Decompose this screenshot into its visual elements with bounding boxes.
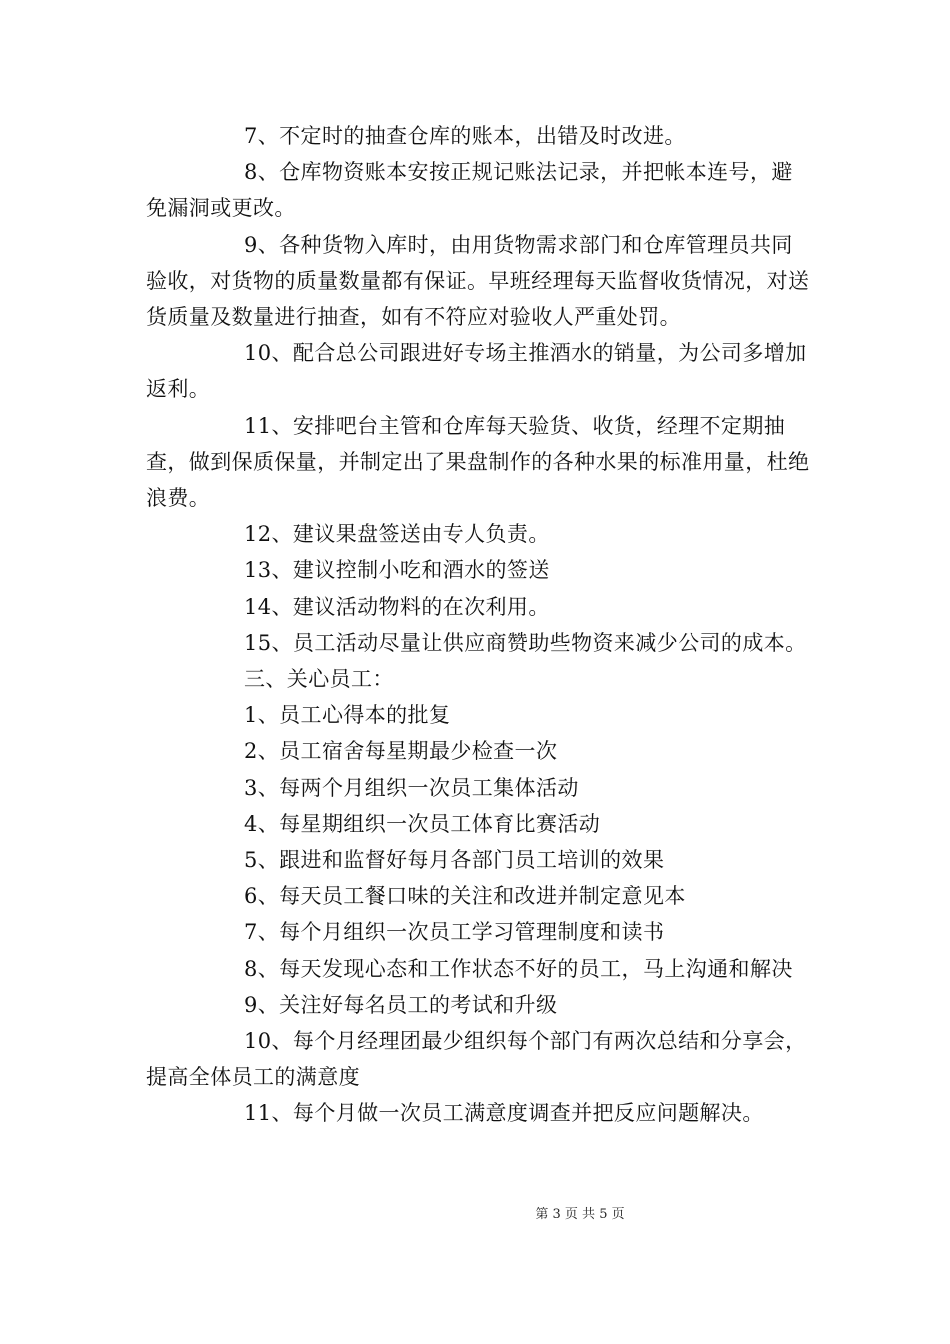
- staff-item-10: 10、每个月经理团最少组织每个部门有两次总结和分享会，提高全体员工的满意度: [146, 1029, 807, 1090]
- paragraph-item-13: 13、建议控制小吃和酒水的签送: [244, 558, 550, 583]
- staff-item-5: 5、跟进和监督好每月各部门员工培训的效果: [244, 848, 665, 873]
- staff-item-7: 7、每个月组织一次员工学习管理制度和读书: [244, 920, 665, 945]
- page-number-footer: 第 3 页 共 5 页: [535, 1207, 625, 1222]
- document-body: [146, 118, 814, 1132]
- staff-item-2: 2、员工宿舍每星期最少检查一次: [244, 739, 558, 764]
- paragraph-item-12: 12、建议果盘签送由专人负责。: [244, 522, 550, 547]
- staff-item-8: 8、每天发现心态和工作状态不好的员工，马上沟通和解决: [244, 956, 793, 981]
- staff-item-4: 4、每星期组织一次员工体育比赛活动: [244, 811, 601, 836]
- paragraph-item-8: 8、仓库物资账本安按正规记账法记录，并把帐本连号，避免漏洞或更改。: [146, 160, 793, 221]
- section-heading-care-staff: 三、关心员工：: [244, 667, 394, 692]
- paragraph-item-11: 11、安排吧台主管和仓库每天验货、收货，经理不定期抽查，做到保质保量，并制定出了果盘制作的各种水果的标准用量，杜绝浪费。: [146, 413, 810, 511]
- staff-item-1: 1、员工心得本的批复: [244, 703, 451, 728]
- paragraph-item-10: 10、配合总公司跟进好专场主推酒水的销量，为公司多增加返利。: [146, 341, 807, 402]
- staff-item-3: 3、每两个月组织一次员工集体活动: [244, 775, 579, 800]
- paragraph-item-14: 14、建议活动物料的在次利用。: [244, 594, 550, 619]
- paragraph-item-15: 15、员工活动尽量让供应商赞助些物资来减少公司的成本。: [244, 630, 807, 655]
- paragraph-item-9: 9、各种货物入库时，由用货物需求部门和仓库管理员共同验收，对货物的质量数量都有保证。早班经理每天监督收货情况，对送货质量及数量进行抽查，如有不符应对验收人严重处罚。: [146, 232, 810, 330]
- staff-item-11: 11、每个月做一次员工满意度调查并把反应问题解决。: [244, 1101, 764, 1126]
- paragraph-item-7: 7、不定时的抽查仓库的账本，出错及时改进。: [244, 124, 686, 148]
- staff-item-9: 9、关注好每名员工的考试和升级: [244, 992, 558, 1017]
- staff-item-6: 6、每天员工餐口味的关注和改进并制定意见本: [244, 884, 686, 909]
